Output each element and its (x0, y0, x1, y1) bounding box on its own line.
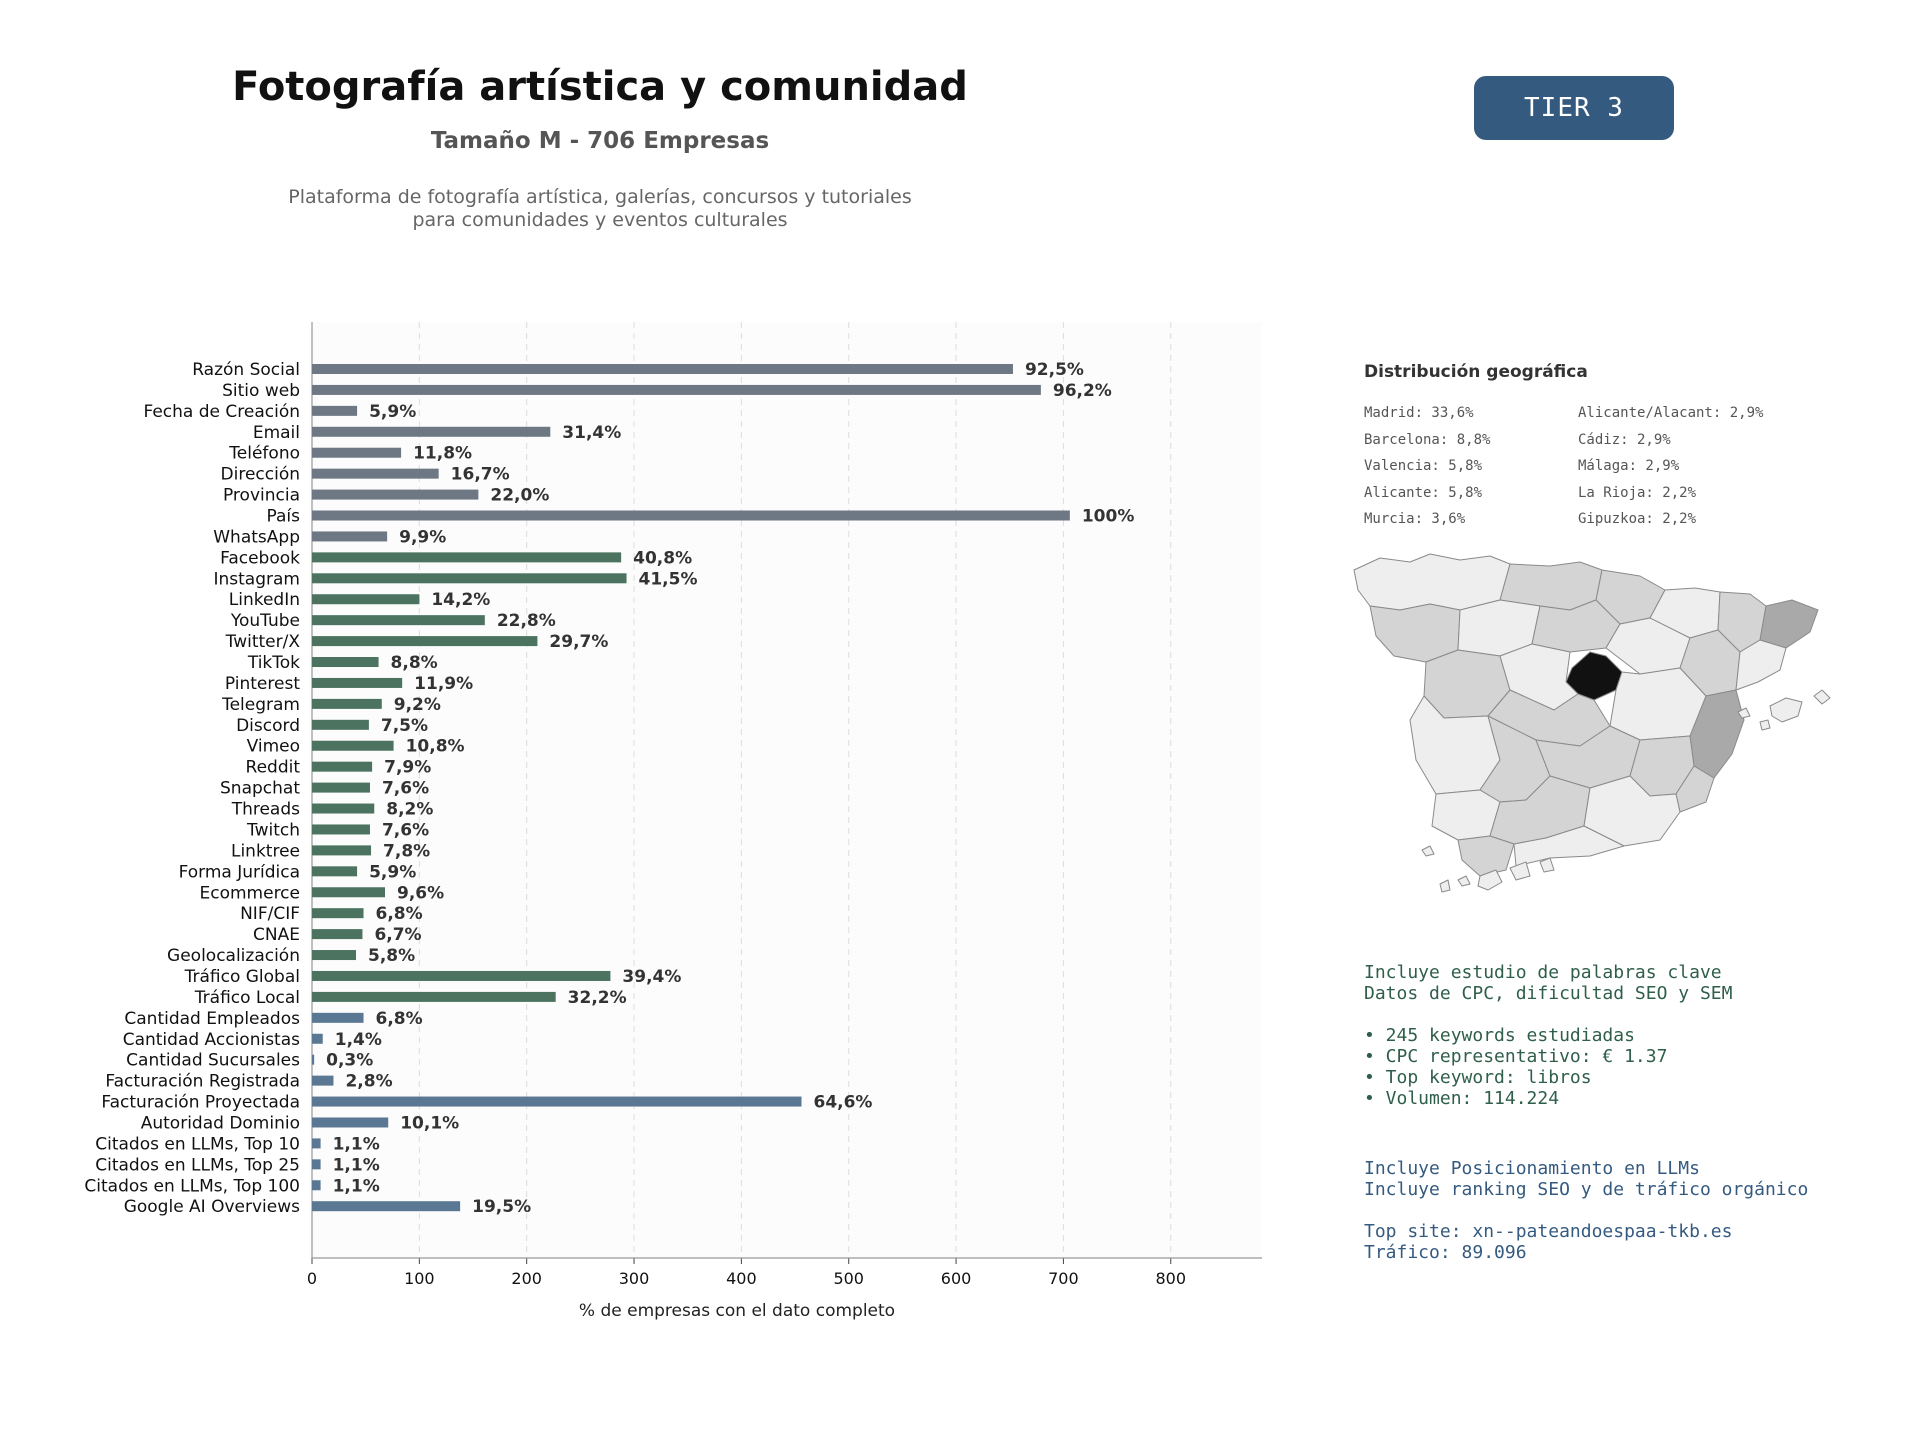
keywords-line: • Volumen: 114.224 (1364, 1088, 1560, 1109)
category-label: Email (252, 422, 300, 443)
geo-title: Distribución geográfica (1364, 362, 1588, 382)
geo-entry: Alicante/Alacant: 2,9% (1578, 405, 1764, 421)
category-label: Cantidad Empleados (124, 1008, 300, 1029)
x-tick-label: 100 (404, 1269, 435, 1288)
category-label: YouTube (230, 611, 300, 632)
map-region (1760, 600, 1818, 648)
category-label: País (266, 506, 300, 527)
bar (312, 552, 621, 562)
data-label: 31,4% (562, 422, 622, 443)
data-label: 10,8% (405, 736, 465, 757)
data-label: 9,2% (393, 694, 441, 715)
category-label: Citados en LLMs, Top 100 (84, 1176, 300, 1197)
category-label: LinkedIn (228, 590, 300, 611)
bar (312, 1117, 388, 1127)
bar (312, 364, 1013, 374)
category-label: Telegram (222, 694, 300, 715)
x-tick-label: 700 (1048, 1269, 1079, 1288)
category-label: Facebook (220, 548, 300, 569)
data-label: 9,6% (396, 883, 445, 904)
description-line: para comunidades y eventos culturales (412, 209, 788, 231)
keywords-line: • CPC representativo: € 1.37 (1364, 1046, 1668, 1067)
bar (312, 678, 402, 688)
bar (312, 992, 556, 1002)
map-region (1760, 720, 1770, 730)
data-label: 7,6% (381, 820, 430, 841)
map-region (1814, 690, 1830, 704)
category-label: Reddit (245, 757, 300, 778)
tier-badge: TIER 3 (1474, 76, 1674, 140)
data-label: 40,8% (633, 548, 693, 569)
map-region (1770, 698, 1802, 722)
category-label: Ecommerce (199, 883, 300, 904)
data-label: 16,7% (450, 464, 510, 485)
bar (312, 762, 372, 772)
data-label: 64,6% (813, 1092, 873, 1113)
data-label: 41,5% (638, 569, 698, 590)
llm-line: Tráfico: 89.096 (1364, 1242, 1527, 1263)
data-label: 9,9% (399, 527, 447, 548)
keywords-line: Incluye estudio de palabras clave (1364, 962, 1722, 983)
bar (312, 636, 537, 646)
x-tick-label: 400 (726, 1269, 757, 1288)
bar (312, 448, 401, 458)
bar (312, 720, 369, 730)
category-label: Facturación Registrada (105, 1071, 300, 1092)
x-tick-label: 300 (618, 1269, 650, 1288)
bar (312, 908, 364, 918)
geo-list-right (1578, 400, 1763, 533)
bar (312, 1034, 323, 1044)
data-label: 7,5% (380, 715, 429, 736)
category-label: Fecha de Creación (143, 401, 300, 422)
category-label: Threads (231, 799, 300, 820)
data-label: 19,5% (472, 1197, 532, 1218)
map-region (1354, 554, 1510, 610)
bar (312, 406, 357, 416)
bar (312, 1138, 321, 1148)
data-label: 5,9% (369, 862, 417, 883)
geo-entry: Valencia: 5,8% (1364, 458, 1483, 474)
category-label: Snapchat (220, 778, 300, 799)
geo-entry: Gipuzkoa: 2,2% (1578, 511, 1697, 527)
data-label: 1,1% (332, 1134, 380, 1155)
llm-line: Incluye Posicionamiento en LLMs (1364, 1158, 1700, 1179)
x-tick-label: 500 (833, 1269, 864, 1288)
bar (312, 741, 394, 751)
bar (312, 699, 382, 709)
x-tick-label: 0 (306, 1269, 318, 1288)
category-label: Cantidad Accionistas (122, 1029, 300, 1050)
category-label: Citados en LLMs, Top 10 (95, 1134, 300, 1155)
category-label: Cantidad Sucursales (126, 1050, 300, 1071)
data-label: 2,8% (345, 1071, 393, 1092)
keywords-line: • Top keyword: libros (1364, 1067, 1592, 1088)
category-label: Linktree (230, 841, 300, 862)
category-label: Instagram (213, 569, 300, 590)
map-region (1440, 880, 1450, 892)
x-tick-label: 200 (511, 1269, 542, 1288)
geo-entry: Alicante: 5,8% (1364, 484, 1483, 501)
map-region (1432, 790, 1500, 840)
category-label: Vimeo (246, 736, 300, 757)
category-label: NIF/CIF (240, 904, 300, 925)
bar (312, 1180, 321, 1190)
category-label: TikTok (247, 653, 300, 674)
data-label: 6,8% (375, 1008, 423, 1029)
page-title: Fotografía artística y comunidad (232, 64, 968, 110)
bar (312, 511, 1070, 521)
data-label: 39,4% (622, 966, 682, 987)
map-region (1510, 862, 1530, 880)
bar (312, 1013, 364, 1023)
bar (312, 573, 627, 583)
data-label: 1,1% (332, 1155, 380, 1176)
page-subtitle: Tamaño M - 706 Empresas (430, 128, 770, 154)
data-label: 1,4% (334, 1029, 382, 1050)
data-label: 5,8% (368, 946, 416, 967)
data-label: 96,2% (1052, 380, 1112, 401)
llm-line: Top site: xn--pateandoespaa-tkb.es (1364, 1221, 1733, 1242)
bar (312, 845, 371, 855)
data-label: 8,2% (386, 799, 434, 820)
category-label: Geolocalización (167, 946, 300, 967)
bar (312, 824, 370, 834)
category-label: Google AI Overviews (123, 1197, 300, 1218)
map-region (1458, 876, 1470, 886)
bar (312, 1097, 801, 1107)
data-label: 29,7% (549, 632, 609, 653)
category-label: Citados en LLMs, Top 25 (95, 1155, 300, 1176)
data-label: 32,2% (567, 987, 627, 1008)
keywords-line: • 245 keywords estudiadas (1364, 1025, 1635, 1046)
category-label: Tráfico Local (194, 987, 300, 1008)
category-label: Twitter/X (225, 632, 300, 653)
map-region (1370, 604, 1460, 662)
category-label: Pinterest (224, 673, 300, 694)
geo-entry: La Rioja: 2,2% (1578, 484, 1697, 501)
bar (312, 950, 356, 960)
bar (312, 804, 374, 814)
map-region (1422, 846, 1434, 856)
bar (312, 1076, 333, 1086)
category-label: Teléfono (229, 443, 300, 464)
bar (312, 615, 485, 625)
bar (312, 469, 439, 479)
keywords-line (1364, 1004, 1732, 1025)
bar (312, 1159, 321, 1169)
bar (312, 657, 379, 667)
bar (312, 531, 387, 541)
category-label: Provincia (222, 485, 300, 506)
bar (312, 929, 362, 939)
geo-entry: Murcia: 3,6% (1364, 511, 1466, 527)
category-label: Dirección (220, 464, 300, 485)
bar (312, 866, 357, 876)
data-label: 8,8% (390, 653, 438, 674)
llm-panel (1364, 1158, 1808, 1263)
geo-entry: Madrid: 33,6% (1364, 405, 1474, 421)
bar (312, 971, 610, 981)
bar (312, 594, 419, 604)
geo-entry: Málaga: 2,9% (1578, 458, 1680, 474)
category-label: WhatsApp (213, 527, 300, 548)
data-label: 22,8% (496, 611, 556, 632)
category-label: Razón Social (192, 360, 300, 380)
category-label: Forma Jurídica (178, 862, 300, 883)
data-label: 1,1% (332, 1176, 380, 1197)
bar (312, 1055, 314, 1065)
data-label: 7,9% (384, 757, 432, 778)
data-label: 11,8% (413, 443, 473, 464)
data-label: 11,9% (414, 673, 474, 694)
category-label: Twitch (247, 820, 300, 841)
x-tick-label: 800 (1155, 1269, 1187, 1288)
data-label: 92,5% (1024, 360, 1084, 380)
category-label: Facturación Proyectada (101, 1092, 300, 1113)
llm-line (1364, 1200, 1808, 1221)
keywords-panel (1364, 962, 1732, 1109)
category-label: Sitio web (222, 380, 300, 401)
geo-entry: Cádiz: 2,9% (1578, 431, 1671, 448)
category-label: Tráfico Global (184, 966, 300, 987)
data-label: 14,2% (431, 590, 491, 611)
category-label: Autoridad Dominio (140, 1113, 300, 1134)
bar (312, 385, 1041, 395)
data-label: 7,8% (383, 841, 431, 862)
keywords-line: Datos de CPC, dificultad SEO y SEM (1364, 983, 1733, 1004)
data-label: 7,6% (381, 778, 430, 799)
data-label: 100% (1081, 506, 1135, 527)
category-label: Discord (236, 715, 300, 736)
bar (312, 783, 370, 793)
data-label: 22,0% (490, 485, 550, 506)
x-axis-label: % de empresas con el dato completo (578, 1301, 896, 1321)
llm-line: Incluye ranking SEO y de tráfico orgánico (1364, 1179, 1809, 1200)
bar (312, 1201, 460, 1211)
data-label: 10,1% (400, 1113, 460, 1134)
category-label: CNAE (253, 925, 300, 946)
bar (312, 887, 385, 897)
geo-list-left (1364, 400, 1490, 533)
map-region (1458, 836, 1514, 876)
data-label: 6,7% (374, 925, 422, 946)
description-line: Plataforma de fotografía artística, galerías, concursos y tutoriales (288, 186, 912, 208)
spain-map (1340, 540, 1860, 910)
bar (312, 490, 478, 500)
data-label: 6,8% (375, 904, 423, 925)
data-label: 0,3% (326, 1050, 374, 1071)
geo-entry: Barcelona: 8,8% (1364, 431, 1491, 448)
data-label: 5,9% (369, 401, 417, 422)
bar (312, 427, 550, 437)
x-tick-label: 600 (940, 1269, 972, 1288)
